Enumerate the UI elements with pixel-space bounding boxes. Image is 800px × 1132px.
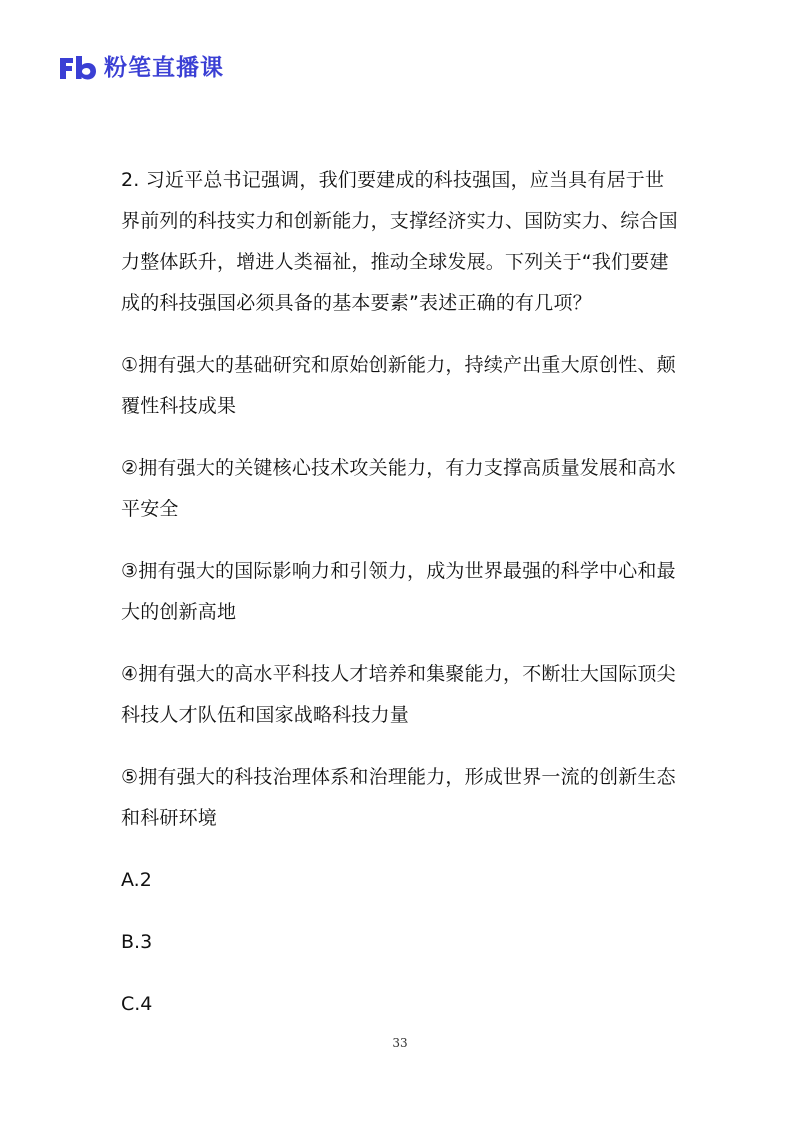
statement-5: ⑤拥有强大的科技治理体系和治理能力，形成世界一流的创新生态和科研环境 [121, 766, 676, 829]
question-stem: 2. 习近平总书记强调，我们要建成的科技强国，应当具有居于世界前列的科技实力和创新能力，支撑经济实力、国防实力、综合国力整体跃升，增进人类福祉，推动全球发展。下列关于“我们要建成的科技强国必须具备的基本要素”表述正确的有几项？ [121, 169, 678, 314]
option-b: B.3 [121, 931, 153, 953]
option-a: A.2 [121, 869, 152, 891]
header-logo [58, 52, 224, 84]
question-block [121, 160, 681, 1025]
statement-2: ②拥有强大的关键核心技术攻关能力，有力支撑高质量发展和高水平安全 [121, 457, 676, 520]
page-number: 33 [392, 1036, 408, 1050]
brand-name: 粉笔直播课 [104, 55, 224, 81]
statement-3: ③拥有强大的国际影响力和引领力，成为世界最强的科学中心和最大的创新高地 [121, 560, 676, 623]
option-c: C.4 [121, 993, 153, 1015]
statement-4: ④拥有强大的高水平科技人才培养和集聚能力，不断壮大国际顶尖科技人才队伍和国家战略科技力量 [121, 663, 676, 726]
fb-logo-icon [58, 54, 98, 82]
statement-1: ①拥有强大的基础研究和原始创新能力，持续产出重大原创性、颠覆性科技成果 [121, 354, 676, 417]
